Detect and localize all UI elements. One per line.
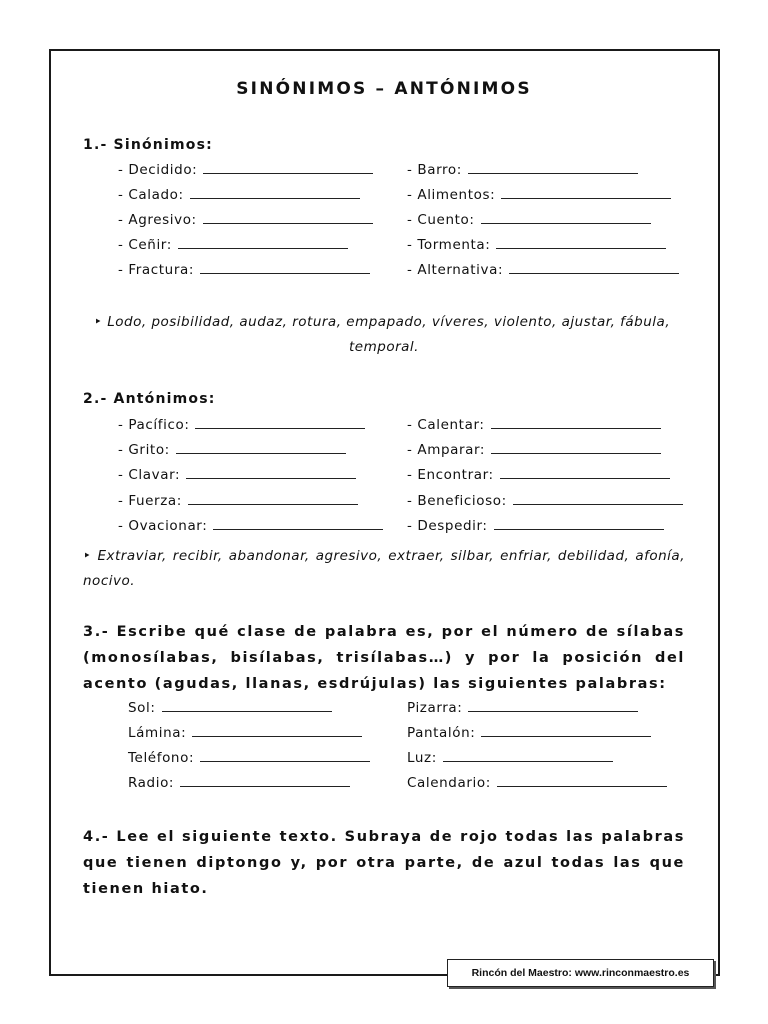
section1-left-item: - Agresivo: <box>118 212 373 228</box>
section2-hint: ‣ Extraviar, recibir, abandonar, agresivo, extraer, silbar, enfriar, debilidad, afonía, nocivo. <box>83 548 685 589</box>
section1-left-item: - Ceñir: <box>118 237 348 253</box>
section1-left-item: - Decidido: <box>118 162 373 178</box>
section2-right-item: - Despedir: <box>407 518 664 534</box>
section3-left-item: Lámina: <box>128 725 362 741</box>
section3-right-item: Calendario: <box>407 775 667 791</box>
section2-right-item: - Calentar: <box>407 417 661 433</box>
section2-right-item: - Encontrar: <box>407 467 670 483</box>
section1-hint-line1: ‣ Lodo, posibilidad, audaz, rotura, empapado, víveres, violento, ajustar, fábula, <box>94 314 671 330</box>
section1-right-item: - Alternativa: <box>407 262 679 278</box>
section1-right-item: - Barro: <box>407 162 638 178</box>
section3-right-item: Pantalón: <box>407 725 651 741</box>
section1-left-item: - Calado: <box>118 187 360 203</box>
section1-right-item: - Tormenta: <box>407 237 666 253</box>
section2-heading: 2.- Antónimos: <box>83 391 216 407</box>
page-title: SINÓNIMOS – ANTÓNIMOS <box>236 79 532 99</box>
section1-heading: 1.- Sinónimos: <box>83 137 213 153</box>
section1-right-item: - Cuento: <box>407 212 651 228</box>
section2-left-item: - Clavar: <box>118 467 356 483</box>
section2-left-item: - Ovacionar: <box>118 518 383 534</box>
section3-left-item: Radio: <box>128 775 350 791</box>
section2-left-item: - Pacífico: <box>118 417 365 433</box>
section2-right-item: - Amparar: <box>407 442 661 458</box>
section1-right-item: - Alimentos: <box>407 187 671 203</box>
section3-left-item: Sol: <box>128 700 332 716</box>
section3-right-item: Luz: <box>407 750 613 766</box>
section3-right-item: Pizarra: <box>407 700 638 716</box>
footer-credit <box>447 959 714 987</box>
section1-hint-line2: temporal. <box>349 339 419 355</box>
section2-left-item: - Fuerza: <box>118 493 358 509</box>
section3-instructions: 3.- Escribe qué clase de palabra es, por el número de sílabas (monosílabas, bisílabas, trisílabas…) y por la posición del acento (agudas, llanas, esdrújulas) las siguientes palabras: <box>83 624 685 692</box>
footer-text: Rincón del Maestro: www.rinconmaestro.es <box>471 967 690 979</box>
section3-left-item: Teléfono: <box>128 750 370 766</box>
section1-left-item: - Fractura: <box>118 262 370 278</box>
section2-left-item: - Grito: <box>118 442 346 458</box>
section2-right-item: - Beneficioso: <box>407 493 683 509</box>
section4-instructions: 4.- Lee el siguiente texto. Subraya de rojo todas las palabras que tienen diptongo y, por otra parte, de azul todas las que tienen hiato. <box>83 829 685 897</box>
